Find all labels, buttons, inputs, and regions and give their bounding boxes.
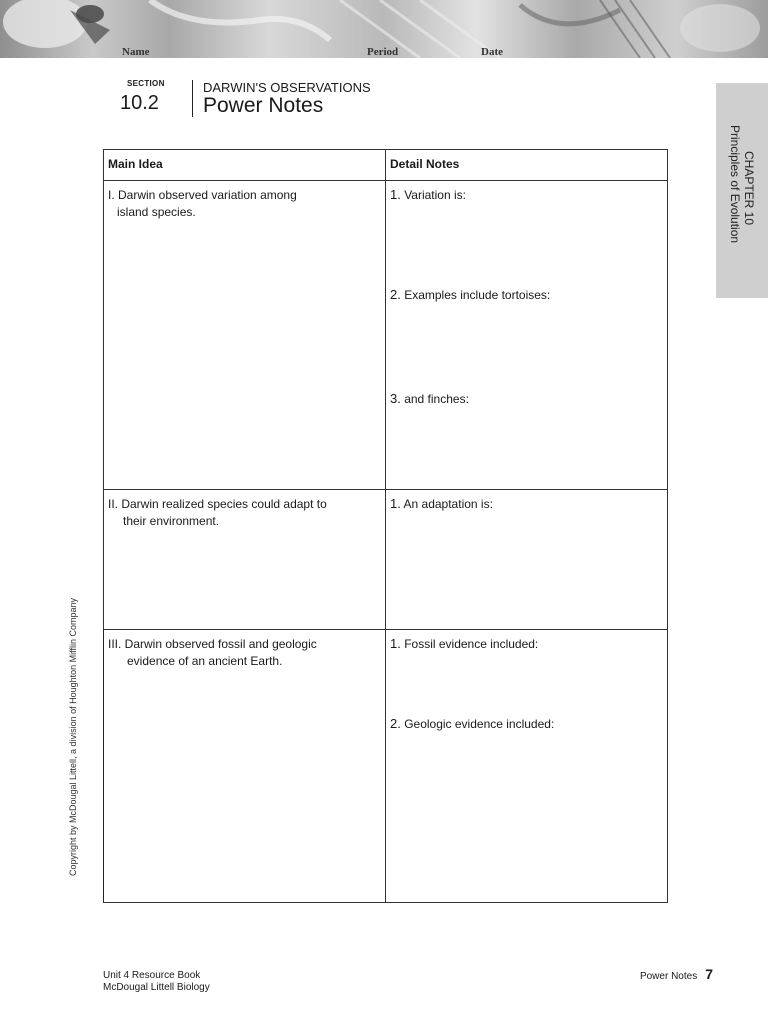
power-notes-table: [103, 149, 668, 903]
main-idea-text: III. Darwin observed fossil and geologic: [108, 637, 317, 651]
main-idea-text: II. Darwin realized species could adapt to: [108, 497, 327, 511]
main-idea-cell: [104, 490, 386, 630]
main-idea-cell: [104, 630, 386, 903]
page-title: Power Notes: [203, 94, 324, 117]
header-detail-notes: Detail Notes: [386, 150, 668, 181]
detail-item: 3. and finches:: [390, 391, 469, 406]
footer-book: Unit 4 Resource Book: [103, 970, 201, 981]
main-idea-text-cont: island species.: [117, 205, 196, 219]
table-row: [104, 181, 668, 490]
name-label: Name: [122, 46, 150, 58]
footer-page-info: [640, 966, 713, 982]
detail-notes-cell[interactable]: [386, 630, 668, 903]
section-word: SECTION: [127, 79, 165, 88]
detail-item: 2. Geologic evidence included:: [390, 716, 555, 731]
main-idea-text: I. Darwin observed variation among: [108, 188, 297, 202]
title-divider: [192, 80, 193, 117]
main-idea-text-cont: evidence of an ancient Earth.: [127, 654, 283, 668]
footer-label: Power Notes: [639, 971, 698, 982]
header-main-idea: Main Idea: [104, 150, 386, 181]
section-subtitle: DARWIN'S OBSERVATIONS: [203, 80, 371, 95]
section-number: 10.2: [120, 92, 159, 114]
page-number: 7: [705, 966, 713, 982]
detail-item: 1. An adaptation is:: [390, 496, 493, 511]
chapter-tab-line1: CHAPTER 10: [742, 151, 756, 226]
footer-book-info: [103, 970, 210, 994]
detail-item: 1. Variation is:: [390, 187, 466, 202]
chapter-tab-line2: Principles of Evolution: [728, 125, 742, 244]
main-idea-text-cont: their environment.: [123, 514, 220, 528]
date-label: Date: [481, 46, 503, 58]
detail-notes-cell[interactable]: [386, 490, 668, 630]
detail-notes-cell[interactable]: [386, 181, 668, 490]
footer-publisher: McDougal Littell Biology: [103, 982, 210, 993]
period-label: Period: [367, 46, 399, 58]
table-row: [104, 490, 668, 630]
copyright-notice: Copyright by McDougal Littell, a division of Houghton Mifflin Company: [68, 598, 78, 876]
table-row: [104, 630, 668, 903]
detail-item: 1. Fossil evidence included:: [390, 636, 539, 651]
detail-item: 2. Examples include tortoises:: [390, 287, 551, 302]
chapter-tab: [716, 83, 768, 298]
main-idea-cell: [104, 181, 386, 490]
